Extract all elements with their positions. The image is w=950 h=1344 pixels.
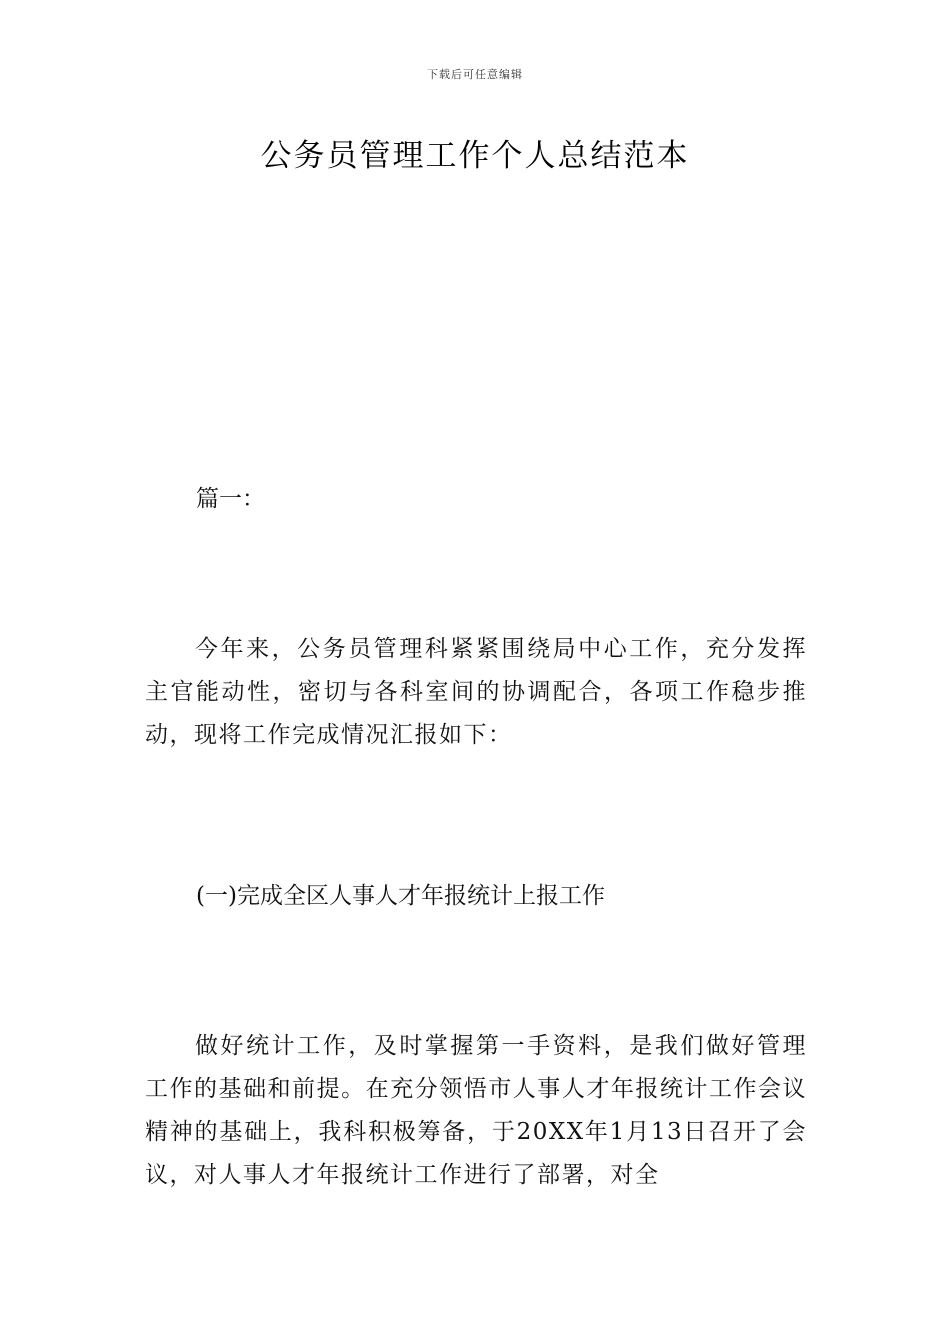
document-title: 公务员管理工作个人总结范本 [260,138,690,174]
body-paragraph-intro: 今年来，公务员管理科紧紧围绕局中心工作，充分发挥主官能动性，密切与各科室间的协调配合，各项工作稳步推动，现将工作完成情况汇报如下： [145,636,807,748]
body-paragraph-statistics: 做好统计工作，及时掌握第一手资料，是我们做好管理工作的基础和前提。在充分领悟市人事人才年报统计工作会议精神的基础上，我科积极筹备，于20XX年1月13日召开了会议，对人事人才年报统计工作进行了部署，对全 [145,1033,807,1188]
header-note: 下载后可任意编辑 [427,68,523,81]
section-label: 篇一： [196,486,265,512]
subsection-heading: (一)完成全区人事人才年报统计上报工作 [196,883,605,909]
